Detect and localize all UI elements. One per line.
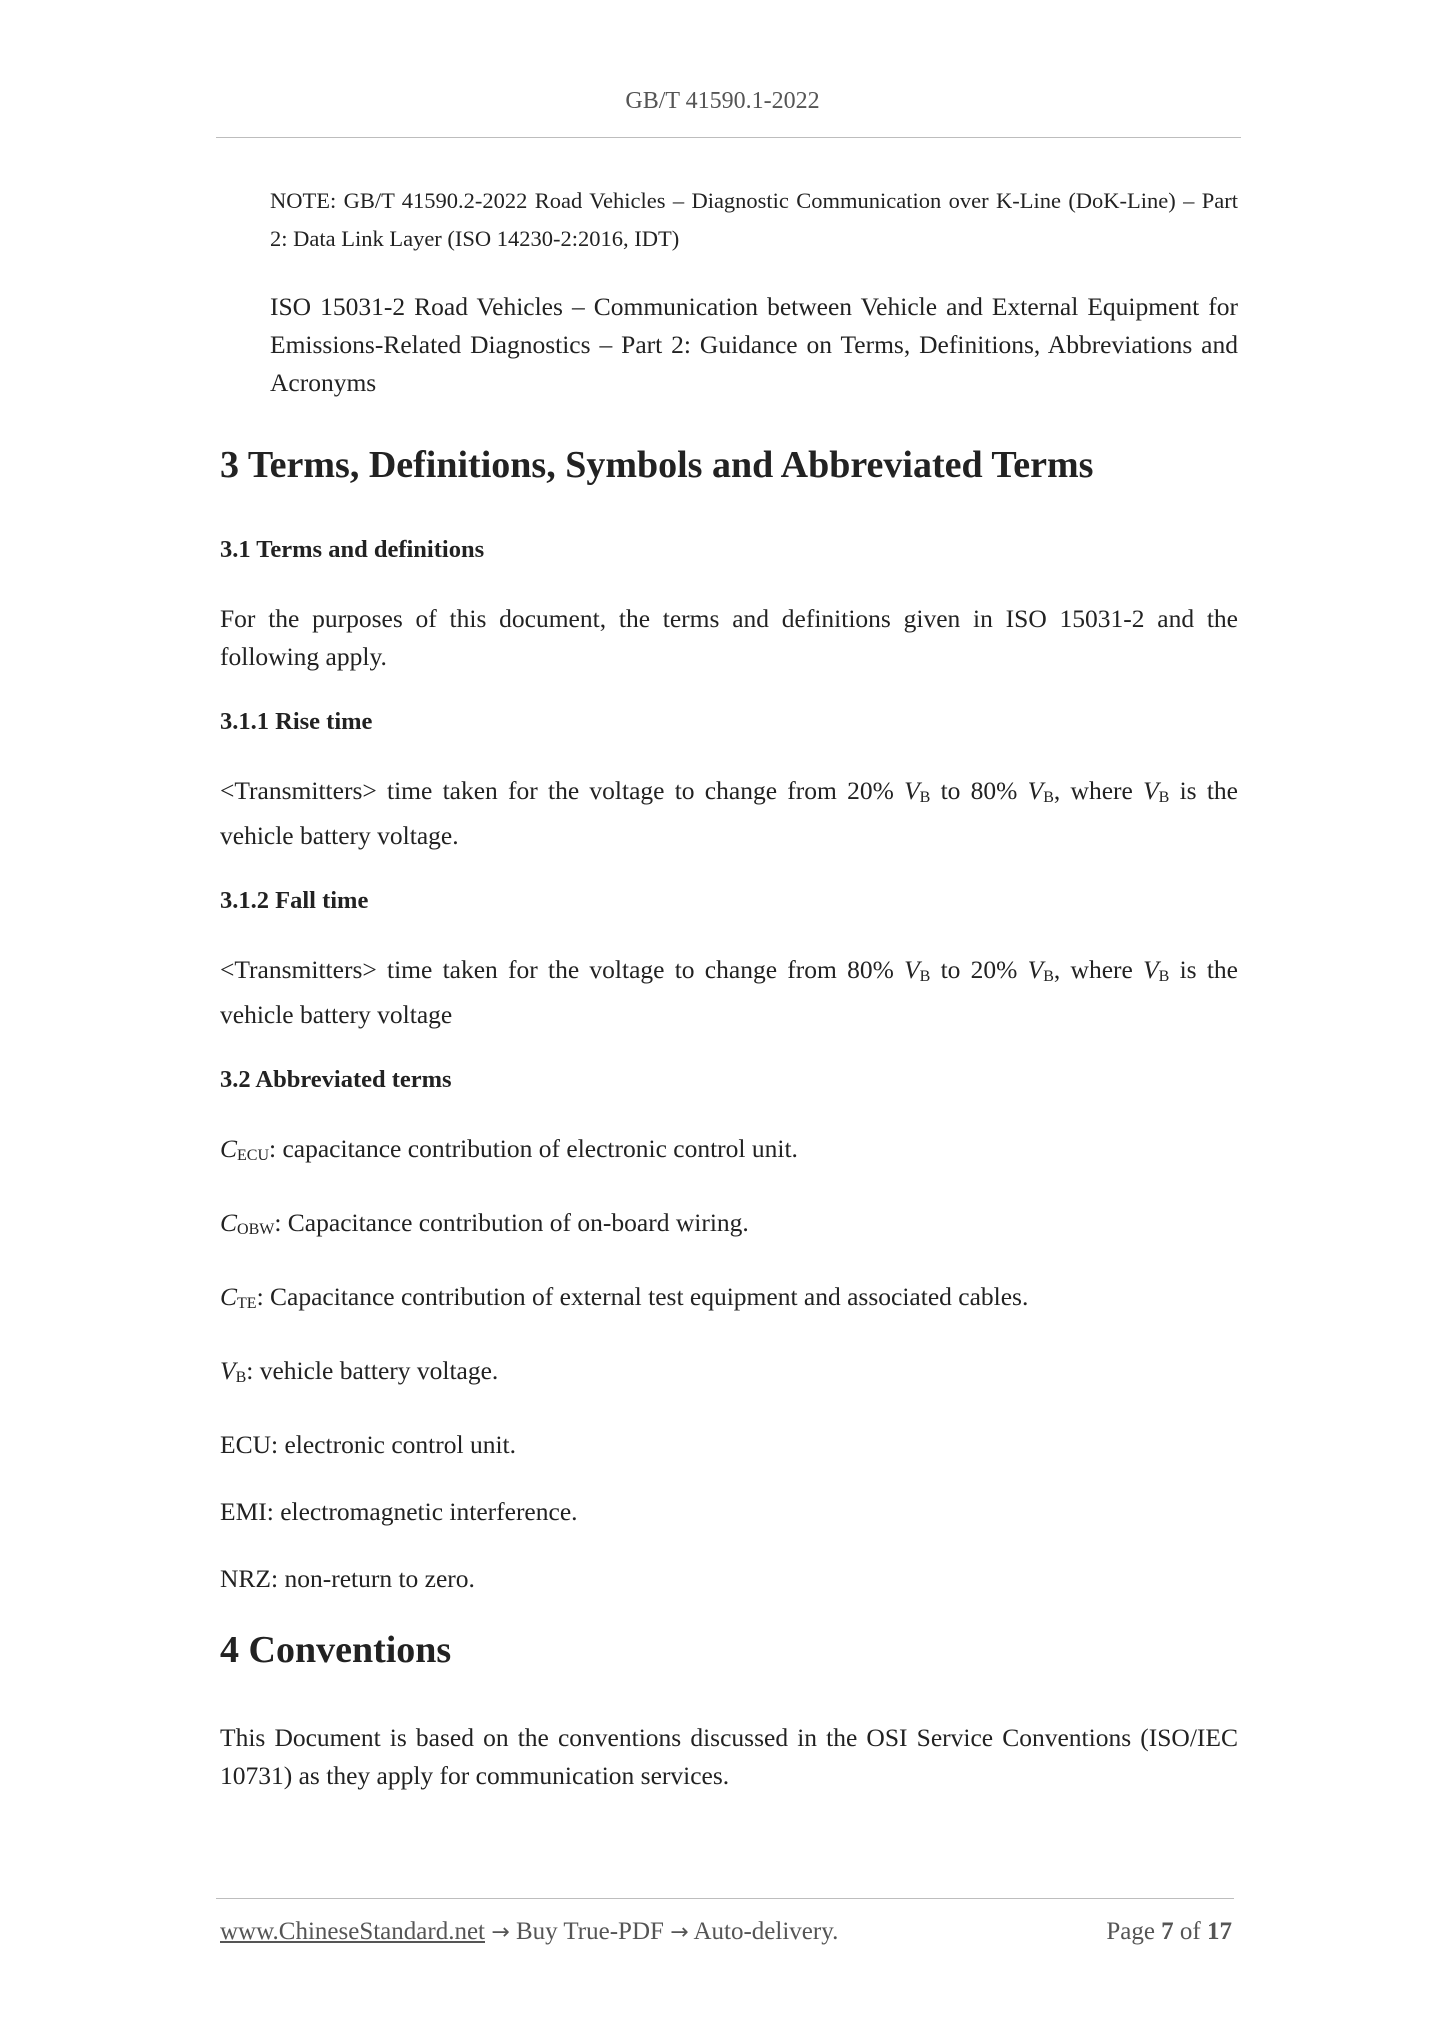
footer-promo — [220, 1918, 838, 1946]
reference-paragraph: ISO 15031-2 Road Vehicles – Communication between Vehicle and External Equipment for Emissions-Related Diagnostics – Part 2: Guidance on Terms, Definitions, Abbreviations and Acronyms — [270, 292, 1238, 397]
abbr-nrz: NRZ: non-return to zero. — [220, 1564, 475, 1593]
fall-time-definition: <Transmitters> time taken for the voltage to change from 80% VB to 20% VB, where VB is the vehicle battery voltage — [220, 955, 1238, 1029]
symbol-vb: VB — [1143, 776, 1170, 806]
rise-time-definition: <Transmitters> time taken for the voltage to change from 20% VB to 80% VB, where VB is the vehicle battery voltage. — [220, 776, 1238, 850]
section-3-2-heading: 3.2 Abbreviated terms — [220, 1066, 452, 1093]
note-paragraph: NOTE: GB/T 41590.2-2022 Road Vehicles – Diagnostic Communication over K-Line (DoK-Line) – Part 2: Data Link Layer (ISO 14230-2:2016, IDT) — [270, 188, 1238, 251]
footer-divider — [216, 1898, 1234, 1899]
section-4-heading: 4 Conventions — [220, 1629, 452, 1671]
document-body — [220, 182, 1238, 1825]
section-3-1-heading: 3.1 Terms and definitions — [220, 536, 485, 563]
current-page: 7 — [1161, 1918, 1174, 1945]
symbol-vb: VB — [1143, 955, 1170, 985]
symbol-vb: VB — [904, 955, 931, 985]
page-number: Page 7 of 17 — [1106, 1918, 1232, 1945]
abbr-c-ecu: CECU: capacitance contribution of electronic control unit. — [220, 1134, 798, 1164]
arrow-right-icon: → — [491, 1920, 510, 1945]
symbol-vb: VB — [904, 776, 931, 806]
abbr-c-obw: COBW: Capacitance contribution of on-board wiring. — [220, 1208, 749, 1238]
section-3-1-2-heading: 3.1.2 Fall time — [220, 887, 369, 914]
abbr-v-b: VB: vehicle battery voltage. — [220, 1356, 499, 1386]
total-pages: 17 — [1207, 1918, 1232, 1945]
page-header-title: GB/T 41590.1-2022 — [625, 88, 820, 114]
section-4-text: This Document is based on the conventions discussed in the OSI Service Conventions (ISO/IEC 10731) as they apply for communication services. — [220, 1723, 1238, 1790]
section-3-1-text: For the purposes of this document, the terms and definitions given in ISO 15031-2 and the following apply. — [220, 604, 1238, 671]
abbr-emi: EMI: electromagnetic interference. — [220, 1497, 578, 1526]
header-divider — [216, 137, 1241, 138]
buy-text: Buy True-PDF — [509, 1918, 671, 1945]
delivery-text: Auto-delivery. — [688, 1918, 839, 1945]
symbol-vb: VB — [1027, 955, 1054, 985]
section-3-1-1-heading: 3.1.1 Rise time — [220, 708, 373, 735]
section-3-heading: 3 Terms, Definitions, Symbols and Abbreviated Terms — [220, 444, 1094, 486]
abbr-ecu: ECU: electronic control unit. — [220, 1430, 517, 1459]
website-link[interactable]: www.ChineseStandard.net — [220, 1918, 485, 1945]
symbol-vb: VB — [1027, 776, 1054, 806]
abbr-c-te: CTE: Capacitance contribution of external test equipment and associated cables. — [220, 1282, 1029, 1312]
arrow-right-icon: → — [670, 1920, 689, 1945]
